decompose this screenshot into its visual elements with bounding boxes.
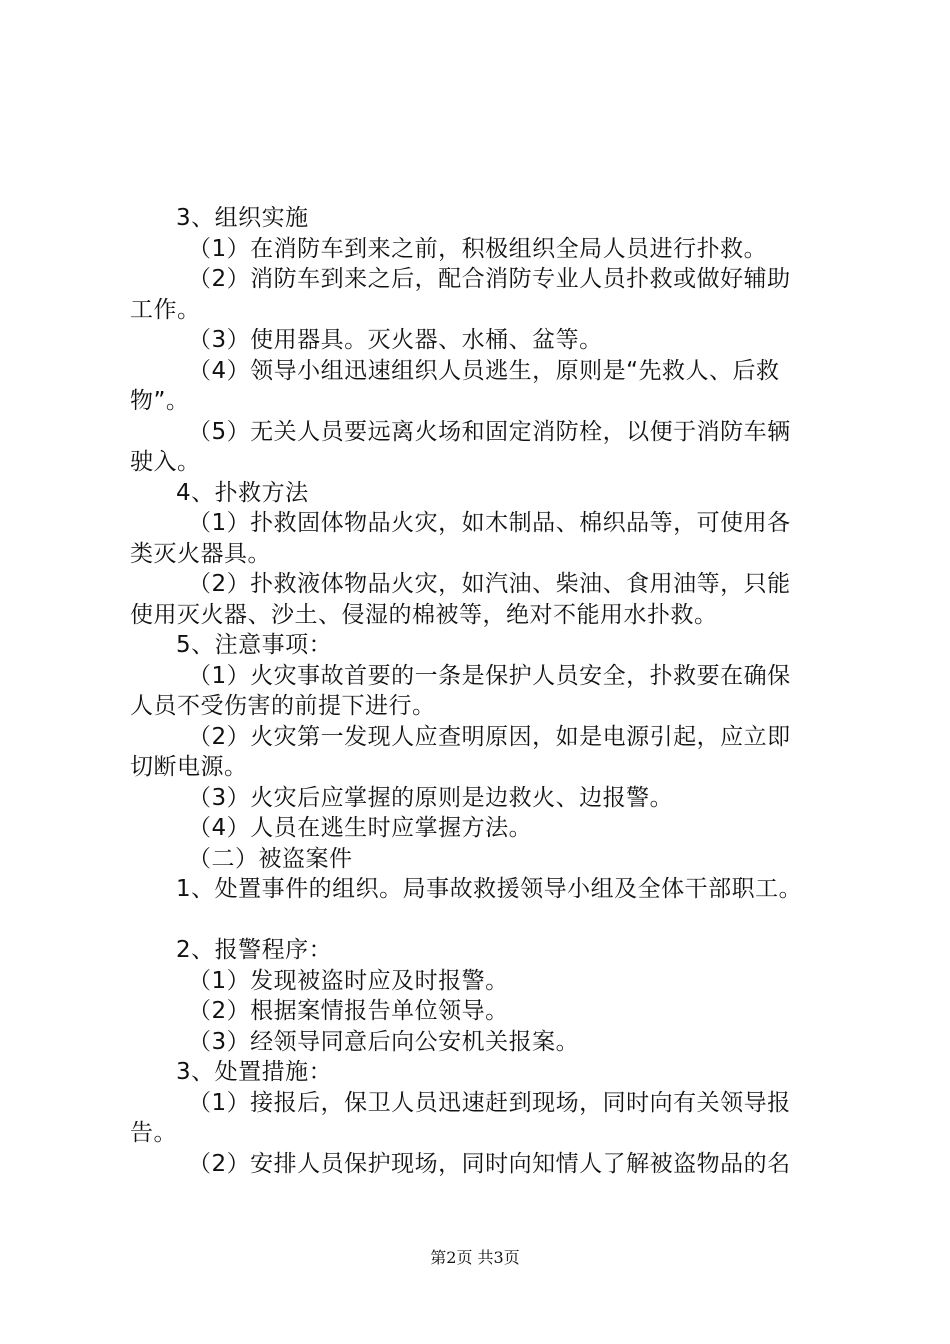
paragraph-line: 类灭火器具。 [130, 540, 271, 567]
page-number-footer: 第2页 共3页 [430, 1248, 520, 1267]
paragraph-line: （2）安排人员保护现场，同时向知情人了解被盗物品的名 [188, 1150, 791, 1177]
section-heading: 3、处置措施： [176, 1059, 333, 1085]
section-heading: 3、组织实施 [176, 205, 309, 231]
paragraph-line: （5）无关人员要远离火场和固定消防栓，以便于消防车辆 [188, 418, 791, 445]
paragraph-line: （1）发现被盗时应及时报警。 [188, 967, 509, 994]
section-heading: 2、报警程序： [176, 937, 333, 963]
paragraph-line: （2）扑救液体物品火灾，如汽油、柴油、食用油等，只能 [188, 571, 791, 597]
paragraph-line: （3）火灾后应掌握的原则是边救火、边报警。 [188, 784, 674, 811]
section-heading: 5、注意事项： [176, 632, 333, 658]
paragraph-line: （3）使用器具。灭火器、水桶、盆等。 [188, 327, 603, 353]
paragraph-line: 1、处置事件的组织。局事故救援领导小组及全体干部职工。 [176, 876, 803, 902]
blank-line [130, 905, 850, 936]
paragraph-line: 物”。 [130, 388, 190, 414]
section-heading: （二）被盗案件 [188, 845, 353, 872]
paragraph-line: （4）领导小组迅速组织人员逃生，原则是“先救人、后救 [188, 357, 780, 384]
paragraph-line: 工作。 [130, 296, 201, 323]
paragraph-line: （3）经领导同意后向公安机关报案。 [188, 1028, 580, 1055]
paragraph-line: （1）在消防车到来之前，积极组织全局人员进行扑救。 [188, 235, 768, 262]
paragraph-line: 驶入。 [130, 449, 201, 475]
paragraph-line: （2）火灾第一发现人应查明原因，如是电源引起，应立即 [188, 723, 791, 750]
document-body [130, 203, 850, 1179]
paragraph-line: 告。 [130, 1120, 177, 1146]
paragraph-line: 使用灭火器、沙土、侵湿的棉被等，绝对不能用水扑救。 [130, 601, 718, 628]
paragraph-line: 切断电源。 [130, 754, 248, 780]
paragraph-line: 人员不受伤害的前提下进行。 [130, 693, 436, 719]
paragraph-line: （2）根据案情报告单位领导。 [188, 998, 509, 1024]
section-heading: 4、扑救方法 [176, 479, 309, 506]
paragraph-line: （4）人员在逃生时应掌握方法。 [188, 815, 533, 841]
paragraph-line: （2）消防车到来之后，配合消防专业人员扑救或做好辅助 [188, 266, 791, 292]
paragraph-line: （1）火灾事故首要的一条是保护人员安全，扑救要在确保 [188, 662, 791, 689]
paragraph-line: （1）接报后，保卫人员迅速赶到现场，同时向有关领导报 [188, 1089, 791, 1116]
paragraph-line: （1）扑救固体物品火灾，如木制品、棉织品等，可使用各 [188, 510, 791, 536]
